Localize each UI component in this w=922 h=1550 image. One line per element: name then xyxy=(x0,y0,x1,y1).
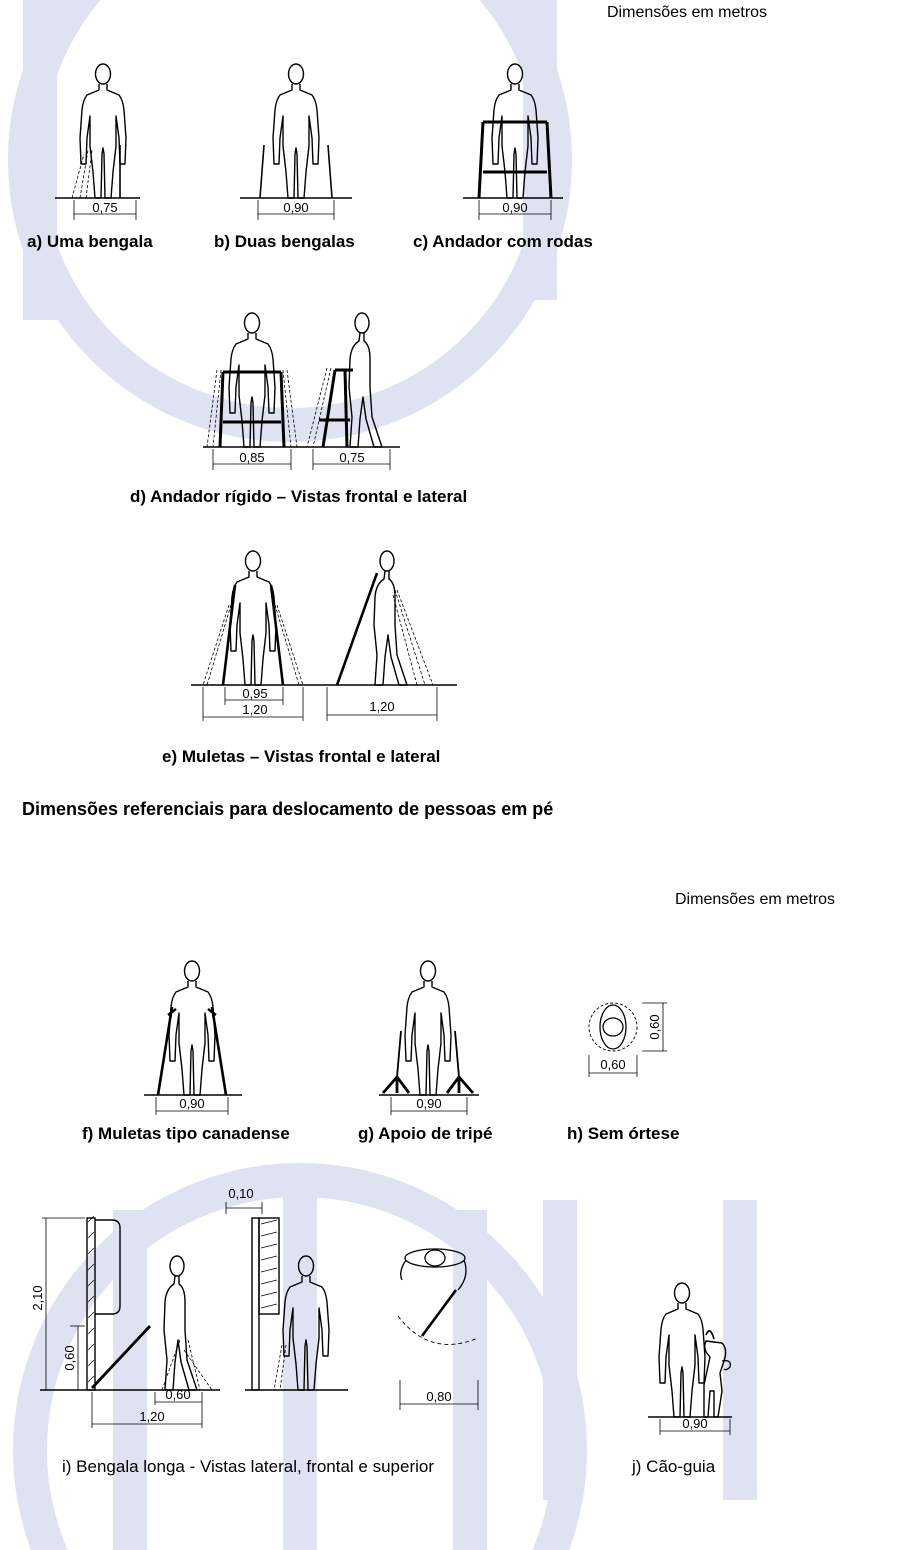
caption-g: g) Apoio de tripé xyxy=(358,1124,493,1143)
dim-b-width: 0,90 xyxy=(283,200,309,215)
caption-b: b) Duas bengalas xyxy=(214,232,355,251)
units-label-top: Dimensões em metros xyxy=(607,4,768,21)
dim-f-width: 0,90 xyxy=(179,1096,205,1111)
figure-c-rolling-walker xyxy=(455,50,575,230)
dim-i-projection: 0,10 xyxy=(228,1186,254,1201)
caption-j: j) Cão-guia xyxy=(632,1457,716,1476)
caption-i: i) Bengala longa - Vistas lateral, frontal e superior xyxy=(62,1457,434,1476)
dim-e-inner: 0,95 xyxy=(242,686,268,701)
dim-e-outer: 1,20 xyxy=(242,702,268,717)
caption-c: c) Andador com rodas xyxy=(413,232,593,251)
dim-e-side: 1,20 xyxy=(369,699,395,714)
figure-g-tripod-support xyxy=(375,945,485,1120)
dim-a-width: 0,75 xyxy=(92,200,118,215)
caption-a: a) Uma bengala xyxy=(27,232,153,251)
figure-i-long-cane xyxy=(30,1180,500,1435)
figure-b-two-canes xyxy=(240,50,360,230)
figure-a-one-cane xyxy=(40,50,160,230)
dim-i-lower-height: 0,60 xyxy=(62,1345,77,1371)
caption-e: e) Muletas – Vistas frontal e lateral xyxy=(162,747,441,766)
dim-i-reach: 1,20 xyxy=(139,1409,165,1424)
dim-j-width: 0,90 xyxy=(682,1416,708,1431)
figure-h-no-orthosis xyxy=(585,995,675,1085)
dim-i-sweep: 0,80 xyxy=(426,1389,452,1404)
caption-d: d) Andador rígido – Vistas frontal e lateral xyxy=(130,487,468,506)
dim-c-width: 0,90 xyxy=(502,200,528,215)
dim-h-depth: 0,60 xyxy=(647,1014,662,1040)
dim-i-step: 0,60 xyxy=(165,1387,191,1402)
figure-f-canadian-crutches xyxy=(140,945,250,1120)
caption-h: h) Sem órtese xyxy=(567,1124,680,1143)
dim-d-front: 0,85 xyxy=(239,450,265,465)
figure-j-guide-dog xyxy=(640,1265,740,1440)
units-label-bottom: Dimensões em metros xyxy=(675,891,836,908)
dim-d-side: 0,75 xyxy=(339,450,365,465)
figure-e-crutches xyxy=(185,535,470,730)
caption-f: f) Muletas tipo canadense xyxy=(82,1124,290,1143)
section-title: Dimensões referenciais para deslocamento de pessoas em pé xyxy=(22,799,554,819)
dim-i-height: 2,10 xyxy=(30,1285,45,1311)
figure-d-rigid-walker xyxy=(195,290,410,475)
dim-g-width: 0,90 xyxy=(416,1096,442,1111)
dim-h-width: 0,60 xyxy=(600,1057,626,1072)
